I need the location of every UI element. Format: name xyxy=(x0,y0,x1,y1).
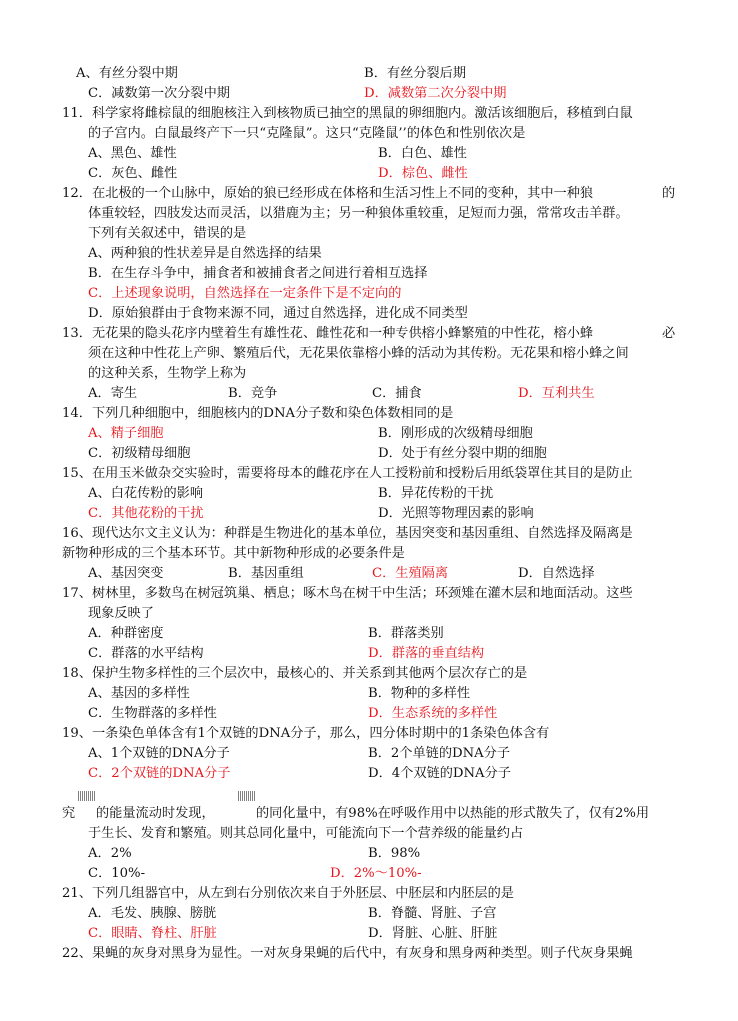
text-line xyxy=(0,184,738,204)
question-text: B．白色、雄性 xyxy=(378,146,467,161)
question-text: 须在这种中性花上产卵、繁殖后代，无花果依靠榕小蜂的活动为其传粉。无花果和榕小蜂之间 xyxy=(88,346,629,361)
text-line xyxy=(0,504,738,524)
question-text: A、有丝分裂中期 xyxy=(76,66,178,81)
text-line xyxy=(0,444,738,464)
text-line xyxy=(0,484,738,504)
question-text: 究 xyxy=(62,806,76,821)
text-line xyxy=(0,584,738,604)
text-line xyxy=(0,704,738,724)
question-text: 的同化量中，有98%在呼吸作用中以热能的形式散失了，仅有2%用 xyxy=(256,806,650,821)
text-line xyxy=(0,544,738,564)
question-text: 的能量流动时发现， xyxy=(96,806,215,821)
text-line xyxy=(0,124,738,144)
question-text: C．10%- xyxy=(88,866,146,881)
question-text: A．种群密度 xyxy=(88,626,164,641)
question-text: 于生长、发育和繁殖。则其总同化量中，可能流向下一个营养级的能量约占 xyxy=(88,826,524,841)
question-text: C．初级精母细胞 xyxy=(88,446,191,461)
question-text: B．基因重组 xyxy=(228,566,304,581)
text-line xyxy=(0,244,738,264)
text-line xyxy=(0,204,738,224)
question-text: 22、果蝇的灰身对黑身为显性。一对灰身果蝇的后代中，有灰身和黑身两种类型。则子代灰身果蝇 xyxy=(62,946,633,961)
text-line xyxy=(0,844,738,864)
question-text: 体重较轻，四肢发达而灵活，以猎鹿为主；另一种狼体重较重，足短而力强，常常攻击羊群。 xyxy=(88,206,629,221)
text-line xyxy=(0,104,738,124)
question-text: B．刚形成的次级精母细胞 xyxy=(378,426,533,441)
question-text: 13．无花果的隐头花序内壁着生有雄性花、雌性花和一种专供榕小蜂繁殖的中性花，榕小蜂 xyxy=(62,326,594,341)
text-line xyxy=(0,64,738,84)
text-line xyxy=(0,884,738,904)
question-text: 下列有关叙述中，错误的是 xyxy=(88,226,247,241)
text-line xyxy=(0,364,738,384)
question-text: B．脊髓、肾脏、子宫 xyxy=(368,906,497,921)
answer-text: C．上述现象说明，自然选择在一定条件下是不定向的 xyxy=(88,286,402,301)
question-text: D．4个双链的DNA分子 xyxy=(368,766,511,781)
text-line xyxy=(0,684,738,704)
text-line xyxy=(0,624,738,644)
text-line xyxy=(0,524,738,544)
question-text: A、基因的多样性 xyxy=(88,686,190,701)
text-line xyxy=(0,384,738,404)
question-text: 15、在用玉米做杂交实验时，需要将母本的雌花序在人工授粉前和授粉后用纸袋罩住其目的是防止 xyxy=(62,466,633,481)
question-text: 必 xyxy=(662,326,676,341)
answer-text: D．群落的垂直结构 xyxy=(368,646,485,661)
text-line xyxy=(0,404,738,424)
question-text: B．物种的多样性 xyxy=(368,686,471,701)
text-line xyxy=(0,764,738,784)
text-line xyxy=(0,904,738,924)
text-line xyxy=(0,264,738,284)
question-text: B．在生存斗争中，捕食者和被捕食者之间进行着相互选择 xyxy=(88,266,428,281)
question-text: C．生物群落的多样性 xyxy=(88,706,217,721)
illegible-mark-2 xyxy=(238,791,256,801)
text-line xyxy=(0,944,738,964)
question-text: 新物种形成的三个基本环节。其中新物种形成的必要条件是 xyxy=(62,546,405,561)
text-line xyxy=(0,144,738,164)
question-text: B．98% xyxy=(368,846,421,861)
text-line xyxy=(0,424,738,444)
text-line xyxy=(0,324,738,344)
question-text: B．群落类别 xyxy=(368,626,444,641)
question-text: D．处于有丝分裂中期的细胞 xyxy=(378,446,547,461)
answer-text: D．减数第二次分裂中期 xyxy=(364,86,507,101)
text-line xyxy=(0,84,738,104)
question-text: B．竞争 xyxy=(228,386,278,401)
illegible-mark-1 xyxy=(78,791,96,801)
answer-text: D．2%～10%- xyxy=(330,866,422,881)
text-line xyxy=(0,604,738,624)
question-text: 的 xyxy=(662,186,676,201)
text-line xyxy=(0,744,738,764)
question-text: 21、下列几组器官中，从左到右分别依次来自于外胚层、中胚层和内胚层的是 xyxy=(62,886,514,901)
question-text: A、白花传粉的影响 xyxy=(88,486,204,501)
text-line xyxy=(0,564,738,584)
answer-text: D．棕色、雌性 xyxy=(378,166,468,181)
question-text: 16、现代达尔文主义认为：种群是生物进化的基本单位，基因突变和基因重组、自然选择及隔离是 xyxy=(62,526,633,541)
text-line xyxy=(0,344,738,364)
text-line xyxy=(0,664,738,684)
text-line xyxy=(0,644,738,664)
question-text: 的子宫内。白鼠最终产下一只“克隆鼠”。这只“克隆鼠’’的体色和性别依次是 xyxy=(88,126,526,141)
text-line xyxy=(0,864,738,884)
question-text: B．2个单链的DNA分子 xyxy=(368,746,511,761)
question-text: 11．科学家将雌棕鼠的细胞核注入到核物质已抽空的黑鼠的卵细胞内。激活该细胞后，移植到白鼠 xyxy=(62,106,633,121)
text-line xyxy=(0,824,738,844)
answer-text: C．其他花粉的干扰 xyxy=(88,506,204,521)
question-text: C．捕食 xyxy=(372,386,422,401)
answer-text: C．生殖隔离 xyxy=(372,566,449,581)
text-line xyxy=(0,284,738,304)
question-text: A、两种狼的性状差异是自然选择的结果 xyxy=(88,246,322,261)
question-text: A、黑色、雄性 xyxy=(88,146,177,161)
text-line xyxy=(0,164,738,184)
text-line xyxy=(0,924,738,944)
question-text: A．毛发、胰腺、膀胱 xyxy=(88,906,217,921)
question-text: A．寄生 xyxy=(88,386,138,401)
question-text: 19、一条染色单体含有1个双链的DNA分子，那么，四分体时期中的1条染色体含有 xyxy=(62,726,550,741)
question-text: D．光照等物理因素的影响 xyxy=(378,506,534,521)
question-text: A、基因突变 xyxy=(88,566,164,581)
question-text: 12．在北极的一个山脉中，原始的狼已经形成在体格和生活习性上不同的变种，其中一种狼 xyxy=(62,186,594,201)
text-line xyxy=(0,224,738,244)
question-text: B．有丝分裂后期 xyxy=(364,66,467,81)
answer-text: C．2个双链的DNA分子 xyxy=(88,766,231,781)
question-text: 现象反映了 xyxy=(88,606,154,621)
question-text: B．异花传粉的干扰 xyxy=(378,486,494,501)
question-text: C．群落的水平结构 xyxy=(88,646,204,661)
text-line xyxy=(0,804,738,824)
text-line xyxy=(0,724,738,744)
answer-text: A、精子细胞 xyxy=(88,426,164,441)
answer-text: C．眼睛、脊柱、肝脏 xyxy=(88,926,217,941)
text-line xyxy=(0,304,738,324)
question-text: D．肾脏、心脏、肝脏 xyxy=(368,926,498,941)
question-text: C．灰色、雌性 xyxy=(88,166,178,181)
answer-text: D．生态系统的多样性 xyxy=(368,706,498,721)
question-text: 18、保护生物多样性的三个层次中，最核心的、并关系到其他两个层次存亡的是 xyxy=(62,666,528,681)
question-text: A．2% xyxy=(88,846,132,861)
question-text: A、1个双链的DNA分子 xyxy=(88,746,230,761)
question-text: 14．下列几种细胞中，细胞核内的DNA分子数和染色体数相同的是 xyxy=(62,406,454,421)
text-line xyxy=(0,464,738,484)
question-text: D．自然选择 xyxy=(518,566,595,581)
answer-text: D．互利共生 xyxy=(518,386,595,401)
question-text: 的这种关系，生物学上称为 xyxy=(88,366,247,381)
question-text: D．原始狼群由于食物来源不同，通过自然选择，进化成不同类型 xyxy=(88,306,468,321)
question-text: C．减数第一次分裂中期 xyxy=(88,86,230,101)
question-text: 17、树林里，多数鸟在树冠筑巢、栖息；啄木鸟在树干中生活；环颈雉在灌木层和地面活动。这些 xyxy=(62,586,633,601)
